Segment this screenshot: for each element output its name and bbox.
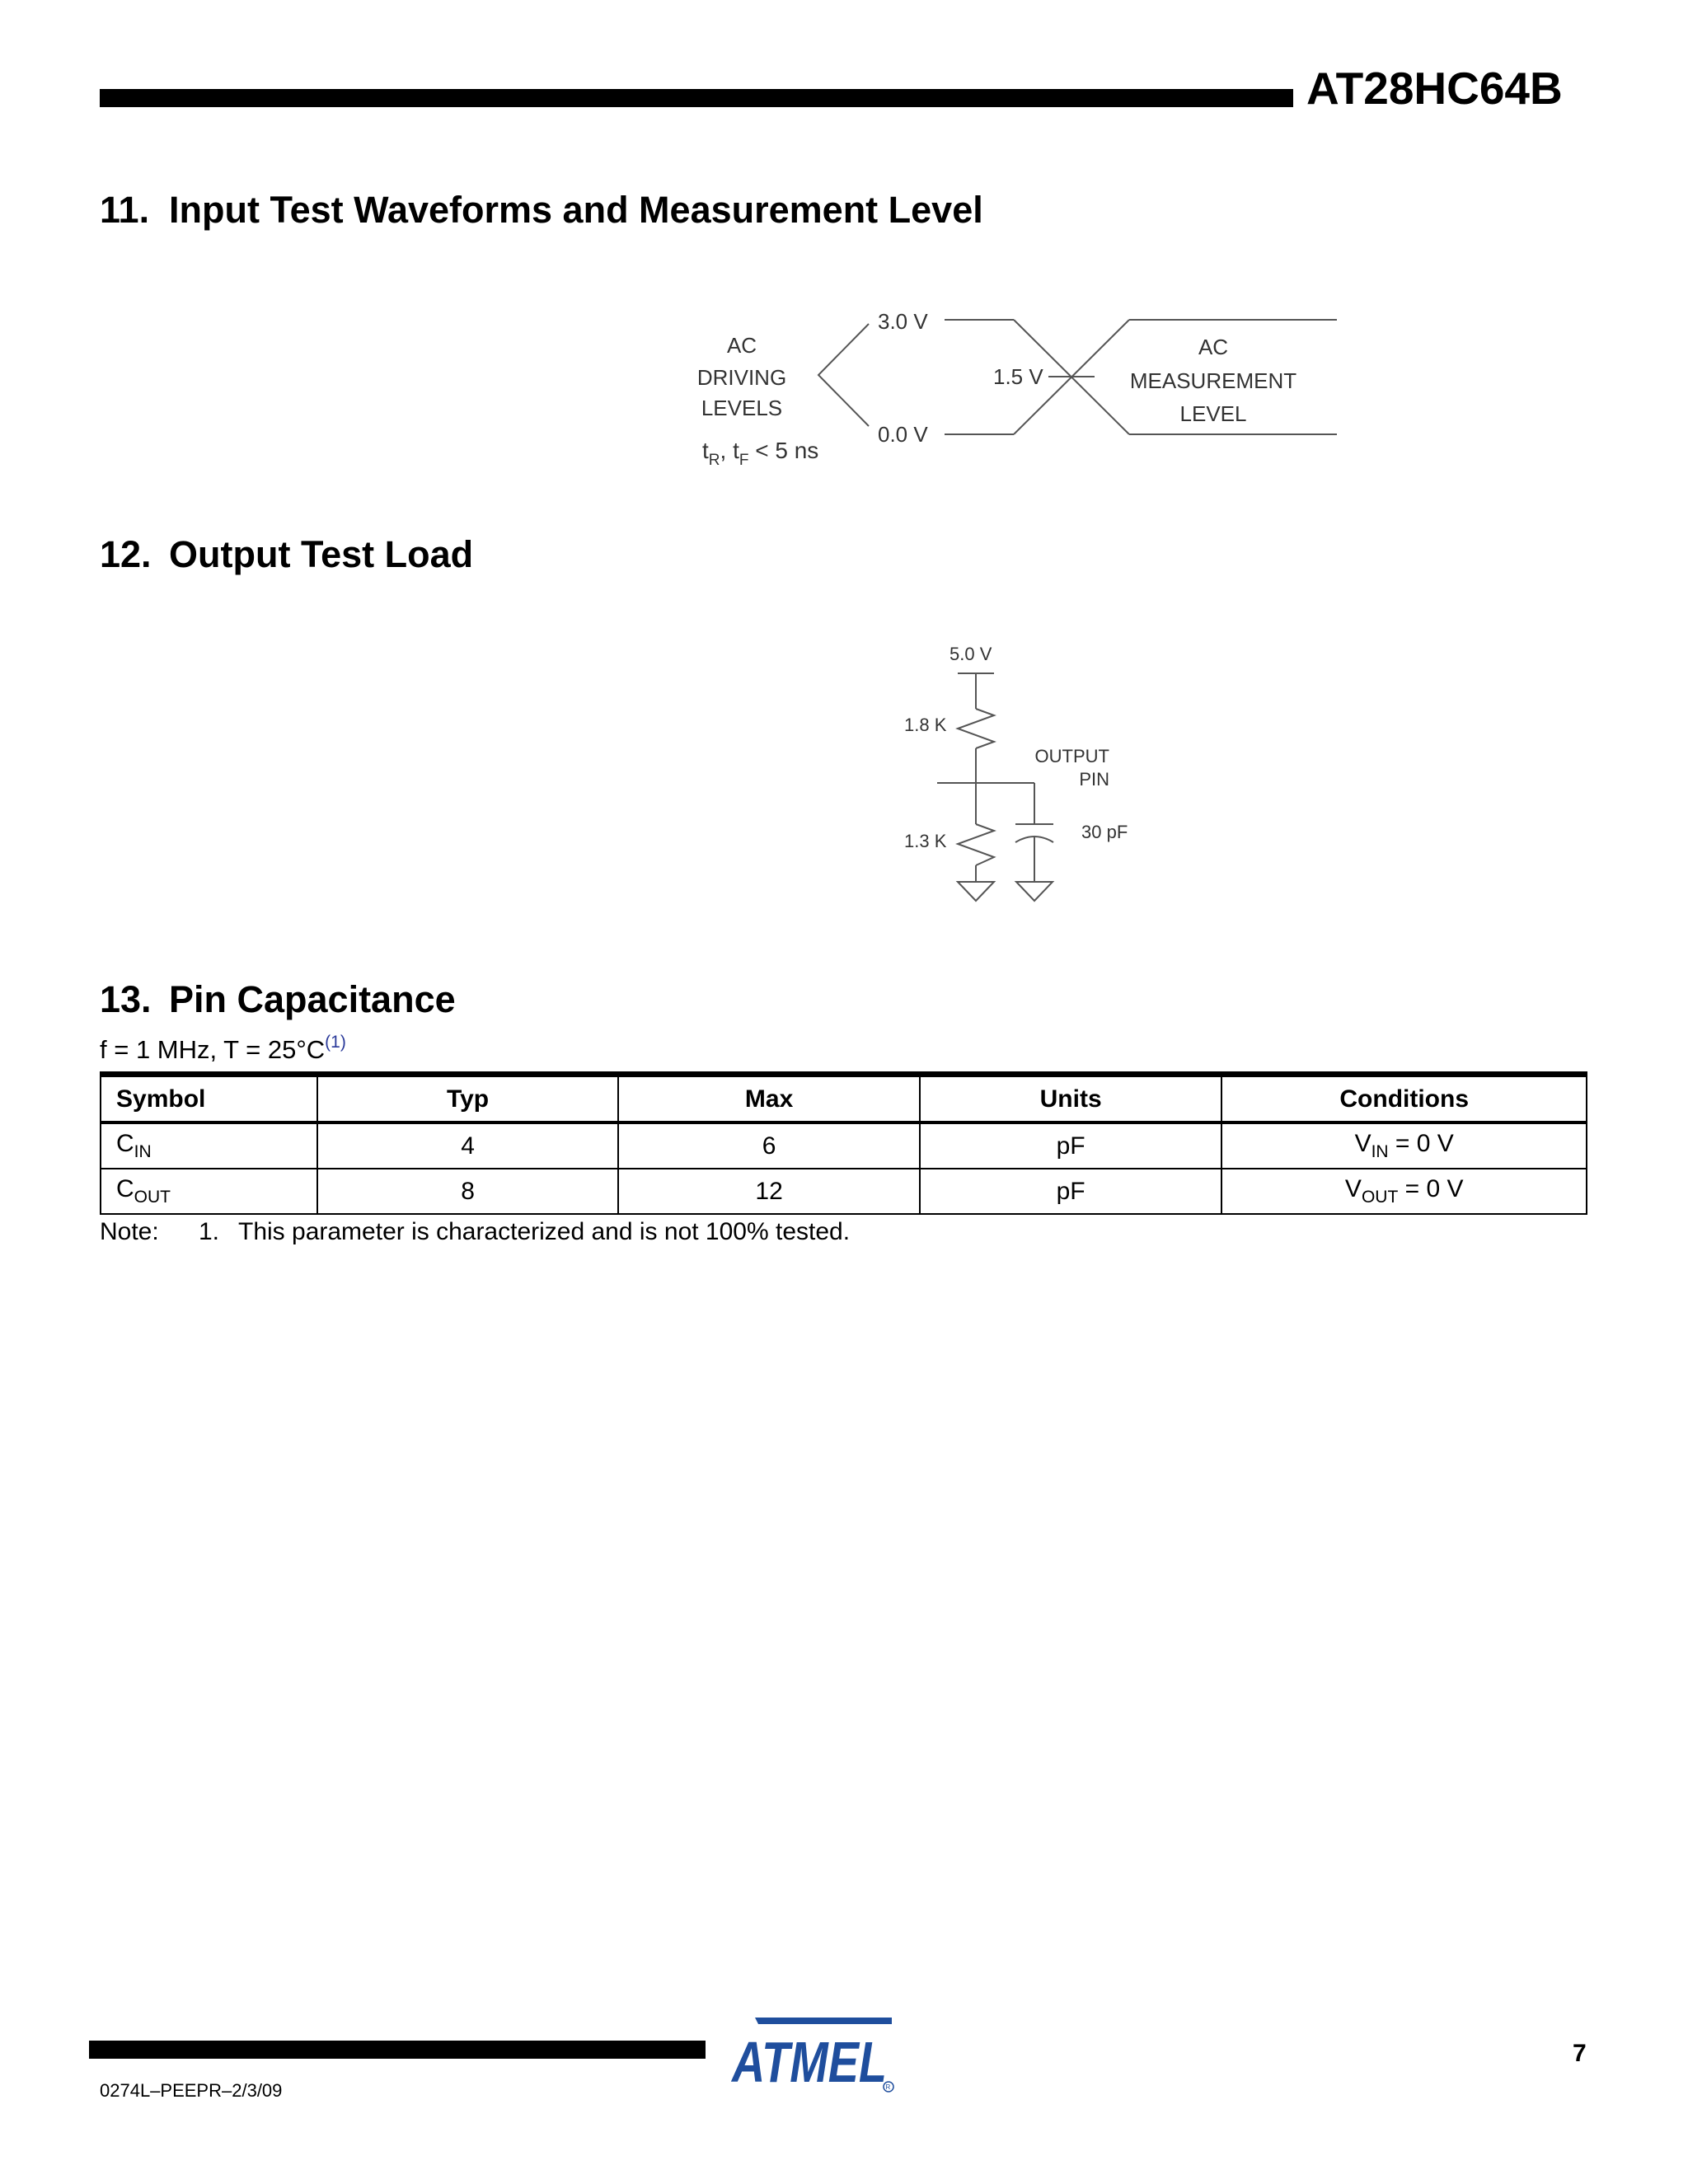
section-number: 13. [100, 978, 152, 1020]
driving-bracket [818, 324, 869, 426]
ac-measurement-line-1: AC [1198, 335, 1229, 359]
section-title: Input Test Waveforms and Measurement Level [169, 189, 983, 231]
column-header: Max [618, 1075, 920, 1123]
ground-capacitor [1016, 882, 1053, 901]
v-low-label: 0.0 V [878, 422, 928, 447]
r-bottom-label: 1.3 K [904, 831, 947, 851]
resistor-1-8k [958, 709, 994, 748]
rise-fall-time: $t_R$, $t_F < 5$ ns [702, 438, 819, 469]
section-13-heading [100, 978, 456, 1020]
typ-cell: 4 [317, 1122, 619, 1169]
table-note [100, 1220, 850, 1244]
pin-capacitance-table [100, 1071, 1587, 1215]
svg-text:R: R [885, 2083, 891, 2091]
footnote-ref[interactable]: (1) [325, 1033, 346, 1052]
document-code: 0274L–PEEPR–2/3/09 [100, 2080, 283, 2101]
resistor-1-3k [958, 824, 994, 865]
units-cell: pF [920, 1122, 1222, 1169]
column-header: Conditions [1221, 1075, 1587, 1123]
typ-cell: 8 [317, 1169, 619, 1214]
section-12-heading [100, 533, 474, 575]
logo-text: ATMEL [730, 2030, 887, 2093]
symbol-cell: $C_{OUT}$ [101, 1169, 317, 1214]
output-label-line-2: PIN [1079, 769, 1109, 790]
note-label: Note: [100, 1218, 159, 1245]
note-number: 1. [199, 1218, 220, 1245]
note-text: This parameter is characterized and is not 100% tested. [238, 1218, 851, 1245]
symbol-cell: $C_{IN}$ [101, 1122, 317, 1169]
ac-measurement-line-3: LEVEL [1179, 401, 1247, 426]
r-top-label: 1.8 K [904, 715, 947, 735]
table-row [101, 1122, 1587, 1169]
document-title: AT28HC64B [1306, 63, 1563, 114]
v-mid-label: 1.5 V [993, 364, 1043, 389]
table-header-row [101, 1075, 1587, 1123]
ac-driving-line-2: DRIVING [696, 365, 787, 390]
conditions-cell: $V_{IN} = 0$ V [1221, 1122, 1587, 1169]
conditions-cell: $V_{OUT} = 0$ V [1221, 1169, 1587, 1214]
units-cell: pF [920, 1169, 1222, 1214]
column-header: Symbol [101, 1075, 317, 1123]
supply-label: 5.0 V [950, 644, 992, 664]
v-high-label: 3.0 V [878, 309, 928, 334]
section-title: Output Test Load [169, 533, 474, 575]
section-title: Pin Capacitance [169, 978, 456, 1020]
section-number: 11. [100, 189, 150, 231]
max-cell: 12 [618, 1169, 920, 1214]
output-label-line-1: OUTPUT [1034, 746, 1109, 766]
test-conditions: f = 1 MHz, $T = 25^\circ C^{(1)}$ [100, 1033, 346, 1064]
footer-rule [89, 2041, 706, 2059]
ac-measurement-line-2: MEASUREMENT [1129, 368, 1297, 393]
ac-driving-line-3: LEVELS [701, 396, 783, 420]
capacitance-label: 30 pF [1081, 822, 1128, 842]
table-row [101, 1169, 1587, 1214]
column-header: Units [920, 1075, 1222, 1123]
ground-resistor [958, 882, 994, 901]
section-number: 12. [100, 533, 152, 575]
ac-driving-line-1: AC [726, 333, 757, 358]
atmel-logo [730, 2011, 895, 2093]
column-header: Typ [317, 1075, 619, 1123]
page-number: 7 [1573, 2040, 1587, 2067]
max-cell: 6 [618, 1122, 920, 1169]
